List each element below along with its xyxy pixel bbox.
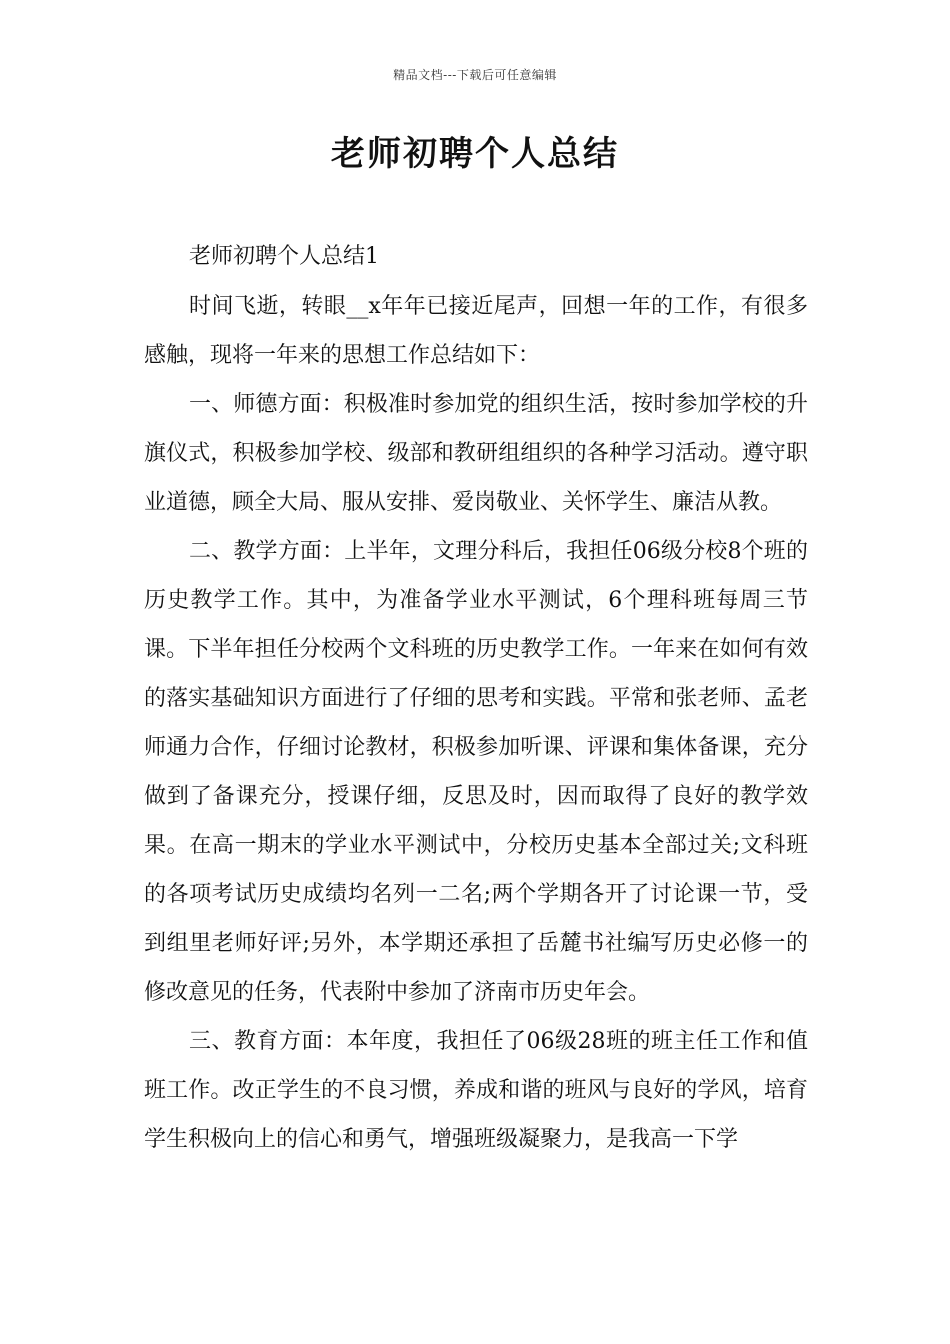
document-title: 老师初聘个人总结 [331,134,619,174]
paragraph-intro: 时间飞逝，转眼__x年年已接近尾声，回想一年的工作，有很多感触，现将一年来的思想工作总结如下： [144,294,808,368]
paragraph-ethics: 一、师德方面：积极准时参加党的组织生活，按时参加学校的升旗仪式，积极参加学校、级部和教研组组织的各种学习活动。遵守职业道德，顾全大局、服从安排、爱岗敬业、关怀学生、廉洁从教。 [144,392,808,515]
paragraph-teaching: 二、教学方面：上半年，文理分科后，我担任06级分校8个班的历史教学工作。其中，为准备学业水平测试，6个理科班每周三节课。下半年担任分校两个文科班的历史教学工作。一年来在如何有效的落实基础知识方面进行了仔细的思考和实践。平常和张老师、孟老师通力合作，仔细讨论教材，积极参加听课、评课和集体备课，充分做到了备课充分，授课仔细，反思及时，因而取得了良好的教学效果。在高一期末的学业水平测试中，分校历史基本全部过关;文科班的各项考试历史成绩均名列一二名;两个学期各开了讨论课一节，受到组里老师好评;另外，本学期还承担了岳麓书社编写历史必修一的修改意见的任务，代表附中参加了济南市历史年会。 [144,539,808,1005]
document-body [144,232,808,1164]
paragraph-education: 三、教育方面：本年度，我担任了06级28班的班主任工作和值班工作。改正学生的不良习惯，养成和谐的班风与良好的学风，培育学生积极向上的信心和勇气，增强班级凝聚力，是我高一下学 [144,1029,808,1152]
section-subtitle: 老师初聘个人总结1 [189,244,379,269]
header-note: 精品文档---下载后可任意编辑 [393,68,557,82]
